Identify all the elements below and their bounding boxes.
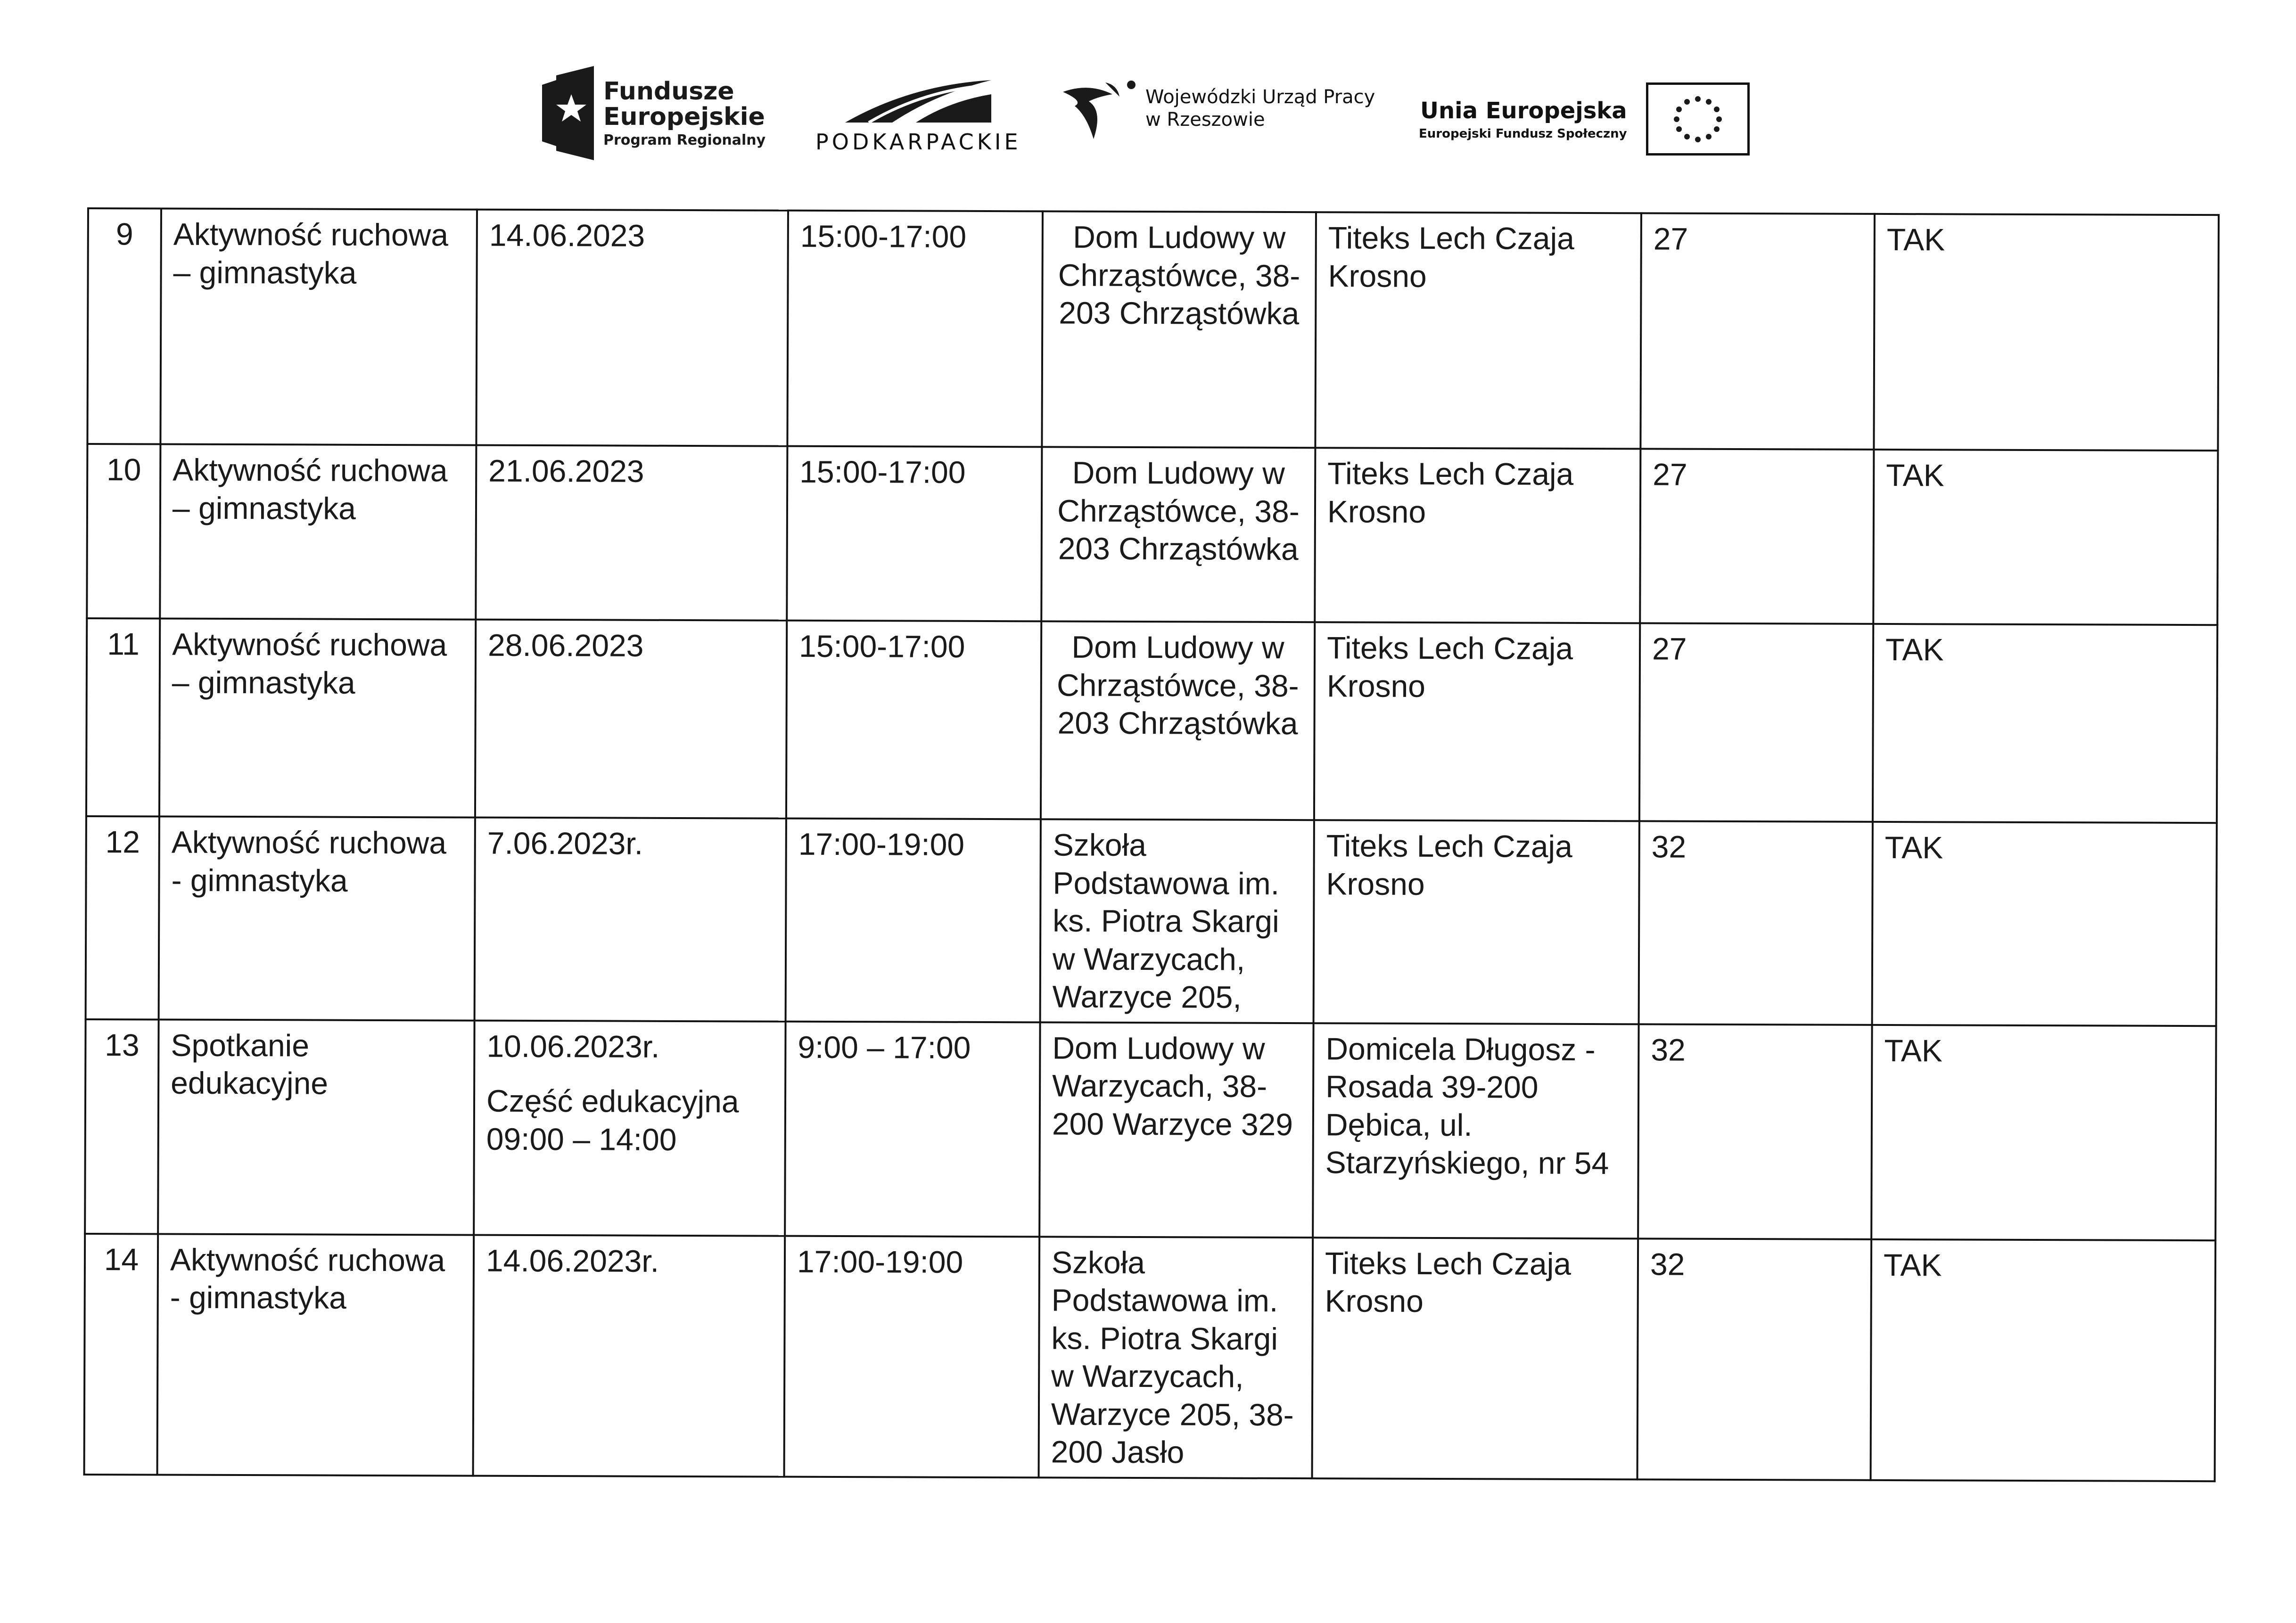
date-cell: 14.06.2023r. bbox=[473, 1235, 785, 1476]
wup-logo bbox=[1061, 73, 1375, 144]
place-cell: Dom Ludowy w Chrząstówce, 38-203 Chrząstówka bbox=[1042, 211, 1316, 448]
time-cell: 15:00-17:00 bbox=[786, 621, 1041, 820]
ue-logo bbox=[1419, 82, 1750, 156]
provider-cell: Titeks Lech Czaja Krosno bbox=[1315, 448, 1640, 623]
count-cell: 32 bbox=[1638, 1024, 1872, 1239]
place-cell: Dom Ludowy w Chrząstówce, 38-203 Chrząstówka bbox=[1041, 621, 1315, 820]
fe-logo-line3: Program Regionalny bbox=[603, 131, 766, 148]
provider-cell: Titeks Lech Czaja Krosno bbox=[1312, 1238, 1638, 1479]
wup-bird-icon bbox=[1061, 73, 1136, 144]
table-row bbox=[87, 444, 2218, 625]
ue-line2: Europejski Fundusz Społeczny bbox=[1419, 126, 1627, 141]
status-cell: TAK bbox=[1873, 624, 2217, 823]
time-cell: 17:00-19:00 bbox=[784, 1236, 1040, 1477]
activity-cell: Aktywność ruchowa – gimnastyka bbox=[159, 618, 476, 817]
status-cell: TAK bbox=[1871, 1239, 2216, 1481]
row-number: 10 bbox=[87, 444, 160, 618]
count-cell: 27 bbox=[1640, 449, 1874, 624]
date-cell: 28.06.2023 bbox=[475, 620, 787, 819]
table-row bbox=[85, 1019, 2216, 1240]
place-cell: Dom Ludowy w Chrząstówce, 38-203 Chrząstówka bbox=[1041, 447, 1315, 622]
date-cell: 14.06.2023 bbox=[476, 210, 788, 446]
provider-cell: Domicela Długosz - Rosada 39-200 Dębica, ul. Starzyńskiego, nr 54 bbox=[1313, 1023, 1638, 1238]
activity-cell: Aktywność ruchowa – gimnastyka bbox=[160, 208, 477, 445]
status-cell: TAK bbox=[1874, 214, 2219, 451]
table-row bbox=[86, 618, 2217, 823]
date-cell: 21.06.2023 bbox=[476, 445, 787, 621]
date-cell: 7.06.2023r. bbox=[475, 818, 786, 1022]
podkarpackie-text: PODKARPACKIE bbox=[815, 129, 1021, 155]
wup-line2: w Rzeszowie bbox=[1145, 109, 1265, 131]
eu-flag-icon bbox=[1646, 82, 1750, 156]
table-row bbox=[87, 208, 2219, 451]
count-cell: 27 bbox=[1640, 213, 1875, 450]
place-cell: Szkoła Podstawowa im. ks. Piotra Skargi w Warzycach, Warzyce 205, 38-200 Jasło bbox=[1039, 1237, 1313, 1478]
time-cell: 15:00-17:00 bbox=[787, 211, 1043, 447]
row-number: 14 bbox=[84, 1234, 158, 1475]
provider-cell: Titeks Lech Czaja Krosno bbox=[1314, 820, 1639, 1024]
activity-cell: Aktywność ruchowa - gimnastyka bbox=[157, 1234, 474, 1475]
provider-cell: Titeks Lech Czaja Krosno bbox=[1315, 212, 1641, 449]
time-cell: 17:00-19:00 bbox=[786, 819, 1041, 1022]
row-number: 11 bbox=[86, 618, 160, 816]
table-row bbox=[84, 1234, 2216, 1481]
wup-line1: Wojewódzki Urząd Pracy bbox=[1145, 86, 1375, 108]
count-cell: 32 bbox=[1639, 821, 1873, 1025]
schedule-table bbox=[83, 207, 2220, 1482]
fe-logo-line2: Europejskie bbox=[603, 103, 765, 131]
fundusze-europejskie-emblem-icon bbox=[542, 66, 594, 160]
count-cell: 27 bbox=[1639, 623, 1873, 822]
schedule-table-wrapper bbox=[83, 207, 2218, 1482]
row-number: 12 bbox=[86, 816, 159, 1019]
date-extra-note: Część edukacyjna 09:00 – 14:00 bbox=[486, 1083, 739, 1157]
place-cell: Dom Ludowy w Warzycach, 38-200 Warzyce 329 bbox=[1039, 1022, 1313, 1238]
table-row bbox=[86, 816, 2217, 1026]
podkarpackie-swoosh-icon bbox=[840, 75, 996, 127]
time-cell: 9:00 – 17:00 bbox=[785, 1021, 1040, 1237]
provider-cell: Titeks Lech Czaja Krosno bbox=[1314, 622, 1640, 821]
activity-cell: Spotkanie edukacyjne bbox=[158, 1019, 474, 1235]
activity-cell: Aktywność ruchowa – gimnastyka bbox=[160, 444, 476, 619]
status-cell: TAK bbox=[1872, 822, 2217, 1026]
fe-logo-line1: Fundusze bbox=[603, 77, 734, 106]
ue-line1: Unia Europejska bbox=[1420, 97, 1627, 124]
count-cell: 32 bbox=[1638, 1238, 1872, 1480]
row-number: 9 bbox=[87, 208, 161, 444]
time-cell: 15:00-17:00 bbox=[787, 446, 1042, 622]
activity-cell: Aktywność ruchowa - gimnastyka bbox=[159, 816, 475, 1020]
date-value: 10.06.2023r. bbox=[486, 1028, 660, 1064]
logo-bar bbox=[542, 61, 1768, 170]
status-cell: TAK bbox=[1873, 450, 2218, 625]
row-number: 13 bbox=[85, 1019, 158, 1234]
place-cell: Szkoła Podstawowa im. ks. Piotra Skargi w Warzycach, Warzyce 205, bbox=[1040, 819, 1314, 1023]
date-cell bbox=[474, 1020, 785, 1236]
fundusze-europejskie-logo bbox=[542, 66, 765, 160]
podkarpackie-logo bbox=[815, 75, 1021, 155]
status-cell: TAK bbox=[1871, 1025, 2216, 1240]
